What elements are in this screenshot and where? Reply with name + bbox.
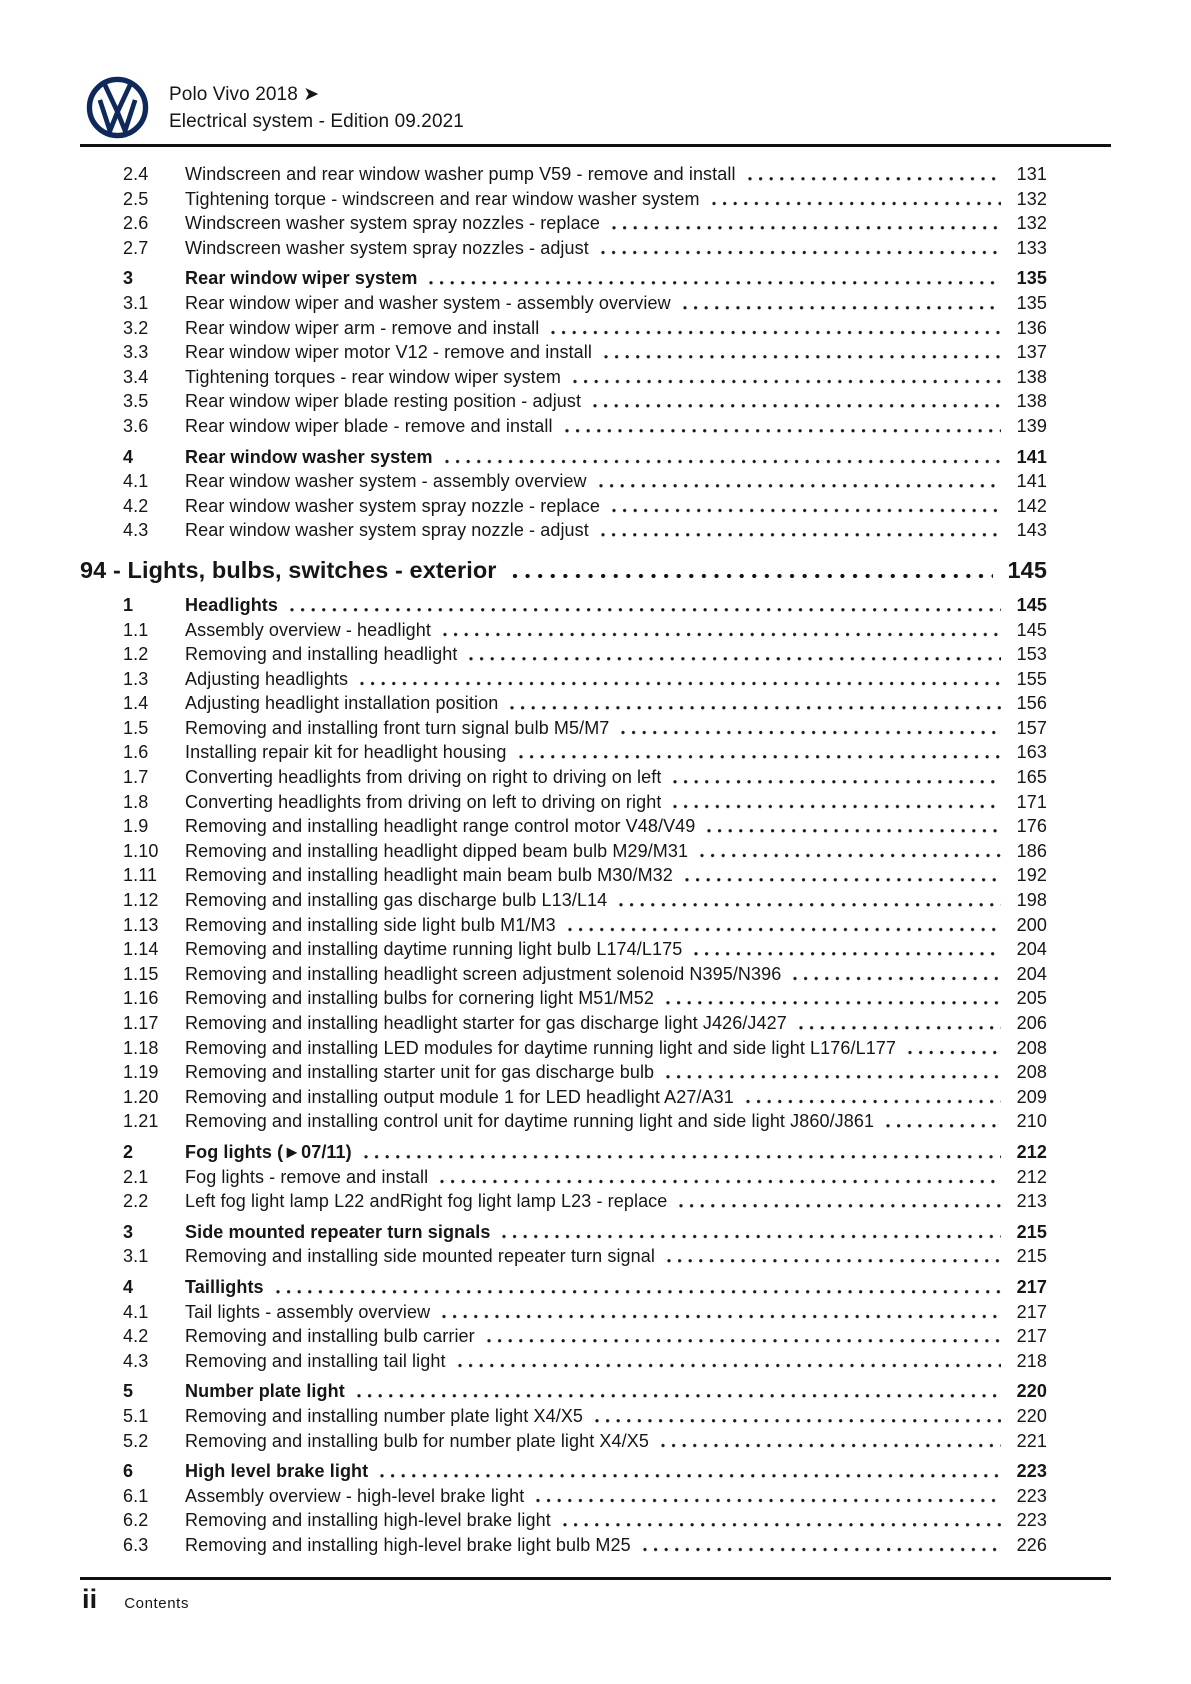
toc-entry-title: Windscreen washer system spray nozzles - replace bbox=[185, 213, 600, 234]
toc-entry-title: Removing and installing bulb for number plate light X4/X5 bbox=[185, 1430, 649, 1451]
toc-entry-page: 208 bbox=[1016, 1037, 1047, 1058]
toc-entry-number: 1.14 bbox=[123, 939, 159, 960]
dot-leader bbox=[499, 1220, 1001, 1245]
toc-entry-number: 1.1 bbox=[123, 619, 149, 640]
toc-entry-page: 226 bbox=[1016, 1534, 1047, 1555]
dot-leader bbox=[426, 266, 1001, 291]
toc-entry-row bbox=[80, 1324, 1111, 1349]
dot-leader bbox=[609, 494, 1001, 519]
toc-entry-number: 4.3 bbox=[123, 1350, 149, 1371]
toc-entry-number: 4 bbox=[123, 446, 134, 467]
toc-entry-number: 3.4 bbox=[123, 366, 149, 387]
toc-entry-title: Removing and installing number plate light X4/X5 bbox=[185, 1405, 584, 1426]
toc-entry-row bbox=[80, 414, 1111, 439]
dot-leader bbox=[596, 469, 1001, 494]
toc-entry-title: Tightening torques - rear window wiper system bbox=[185, 366, 561, 387]
toc-entry-number: 1.18 bbox=[123, 1037, 159, 1058]
toc-entry-page: 138 bbox=[1016, 391, 1047, 412]
toc-entry-number: 1.11 bbox=[123, 865, 158, 886]
toc-entry-page: 186 bbox=[1016, 840, 1047, 861]
dot-leader bbox=[562, 414, 1001, 439]
toc-entry-row bbox=[80, 642, 1111, 667]
toc-entry-title: Removing and installing headlight main beam bulb M30/M32 bbox=[185, 865, 673, 886]
toc-entry-number: 3 bbox=[123, 1221, 134, 1242]
dot-leader bbox=[357, 667, 1001, 692]
toc-entry-number: 1.4 bbox=[123, 693, 149, 714]
dot-leader bbox=[509, 554, 993, 587]
toc-entry-number: 2.2 bbox=[123, 1191, 149, 1212]
toc-entry-title: Headlights bbox=[185, 594, 279, 615]
toc-entry-page: 215 bbox=[1016, 1221, 1047, 1242]
toc-entry-row bbox=[80, 740, 1111, 765]
toc-entry-page: 141 bbox=[1016, 471, 1047, 492]
toc-entry-page: 220 bbox=[1016, 1405, 1047, 1426]
toc-entry-number: 4.1 bbox=[123, 1301, 149, 1322]
toc-entry-row bbox=[80, 1275, 1111, 1300]
toc-entry-number: 3.3 bbox=[123, 342, 149, 363]
toc-entry-page: 132 bbox=[1016, 213, 1047, 234]
toc-entry-page: 142 bbox=[1016, 495, 1047, 516]
toc-entry-number: 1.6 bbox=[123, 742, 149, 763]
toc-entry-title: Converting headlights from driving on left to driving on right bbox=[185, 791, 662, 812]
toc-entry-row bbox=[80, 469, 1111, 494]
toc-entry-page: 208 bbox=[1016, 1062, 1047, 1083]
footer-divider bbox=[80, 1577, 1111, 1581]
toc-entry-title: Windscreen washer system spray nozzles - adjust bbox=[185, 237, 589, 258]
toc-entry-title: Rear window washer system - assembly overview bbox=[185, 471, 587, 492]
toc-entry-page: 215 bbox=[1016, 1246, 1047, 1267]
toc-entry-row bbox=[80, 913, 1111, 938]
toc-entry-title: Removing and installing bulb carrier bbox=[185, 1326, 475, 1347]
toc-entry-page: 176 bbox=[1016, 816, 1047, 837]
toc-entry-row bbox=[80, 962, 1111, 987]
toc-entry-row bbox=[80, 716, 1111, 741]
toc-entry-title: Fog lights (►07/11) bbox=[185, 1141, 352, 1162]
toc-entry-number: 4.2 bbox=[123, 495, 149, 516]
toc-entry-row bbox=[80, 937, 1111, 962]
toc-entry-title: Rear window washer system spray nozzle - adjust bbox=[185, 520, 589, 541]
dot-leader bbox=[709, 187, 1001, 212]
toc-entry-page: 217 bbox=[1016, 1276, 1047, 1297]
footer-section-label: Contents bbox=[124, 1595, 190, 1612]
toc-entry-title: Tail lights - assembly overview bbox=[185, 1301, 431, 1322]
toc-entry-page: 138 bbox=[1016, 366, 1047, 387]
toc-entry-row bbox=[80, 1140, 1111, 1165]
dot-leader bbox=[704, 814, 1001, 839]
toc-entry-page: 145 bbox=[1016, 594, 1047, 615]
toc-entry-row bbox=[80, 266, 1111, 291]
dot-leader bbox=[664, 1244, 1001, 1269]
dot-leader bbox=[507, 691, 1001, 716]
dot-leader bbox=[618, 716, 1001, 741]
toc-entry-row bbox=[80, 316, 1111, 341]
toc-entry-page: 155 bbox=[1016, 668, 1047, 689]
toc-entry-title: Removing and installing side mounted repeater turn signal bbox=[185, 1246, 655, 1267]
toc-entry-page: 132 bbox=[1016, 188, 1047, 209]
toc-entry-page: 171 bbox=[1016, 791, 1047, 812]
dot-leader bbox=[570, 365, 1001, 390]
toc-entry-row bbox=[80, 765, 1111, 790]
toc-entry-page: 135 bbox=[1016, 292, 1047, 313]
toc-entry-number: 1 bbox=[123, 594, 134, 615]
toc-entry-row bbox=[80, 187, 1111, 212]
toc-entry-number: 1.20 bbox=[123, 1086, 159, 1107]
toc-entry-page: 136 bbox=[1016, 317, 1047, 338]
dot-leader bbox=[560, 1508, 1001, 1533]
dot-leader bbox=[640, 1533, 1001, 1558]
toc-entry-title: Rear window washer system bbox=[185, 446, 433, 467]
dot-leader bbox=[609, 211, 1001, 236]
toc-entry-page: 145 bbox=[1007, 556, 1047, 583]
toc-entry-row bbox=[80, 494, 1111, 519]
toc-entry-row bbox=[80, 691, 1111, 716]
vw-logo-icon bbox=[86, 76, 149, 139]
toc-entry-row bbox=[80, 291, 1111, 316]
toc-entry-number: 1.5 bbox=[123, 717, 149, 738]
dot-leader bbox=[616, 888, 1001, 913]
toc-chapter-row bbox=[80, 554, 1111, 587]
toc-entry-number: 5.1 bbox=[123, 1405, 149, 1426]
toc-entry-number: 6.3 bbox=[123, 1534, 149, 1555]
toc-entry-title: 94 - Lights, bulbs, switches - exterior bbox=[80, 556, 497, 583]
toc-entry-page: 157 bbox=[1016, 717, 1047, 738]
toc-entry-title: Removing and installing headlight range control motor V48/V49 bbox=[185, 816, 696, 837]
toc-entry-row bbox=[80, 162, 1111, 187]
toc-entry-page: 206 bbox=[1016, 1013, 1047, 1033]
toc-entry-row bbox=[80, 365, 1111, 390]
dot-leader bbox=[439, 1300, 1001, 1325]
toc-entry-title: Fog lights - remove and install bbox=[185, 1166, 429, 1187]
toc-entry-title: Removing and installing gas discharge bulb L13/L14 bbox=[185, 890, 608, 911]
toc-entry-page: 131 bbox=[1016, 164, 1047, 184]
toc-entry-row bbox=[80, 839, 1111, 864]
toc-entry-title: Removing and installing output module 1 for LED headlight A27/A31 bbox=[185, 1086, 734, 1107]
dot-leader bbox=[440, 618, 1001, 643]
toc-entry-title: Removing and installing headlight starter for gas discharge light J426/J427 bbox=[185, 1013, 787, 1033]
toc-entry-page: 153 bbox=[1016, 644, 1047, 665]
table-of-contents bbox=[80, 162, 1111, 1557]
toc-entry-title: Removing and installing starter unit for gas discharge bulb bbox=[185, 1062, 655, 1083]
toc-entry-number: 4 bbox=[123, 1276, 134, 1297]
footer-line bbox=[80, 1584, 1111, 1614]
dot-leader bbox=[796, 1011, 1001, 1036]
toc-entry-title: Removing and installing high-level brake light bbox=[185, 1510, 551, 1531]
toc-entry-title: Removing and installing LED modules for daytime running light and side light L176/L177 bbox=[185, 1037, 897, 1058]
toc-entry-row bbox=[80, 618, 1111, 643]
toc-entry-row bbox=[80, 667, 1111, 692]
dot-leader bbox=[790, 962, 1001, 987]
toc-entry-row bbox=[80, 1011, 1111, 1036]
toc-entry-row bbox=[80, 1300, 1111, 1325]
toc-entry-title: Installing repair kit for headlight housing bbox=[185, 742, 507, 763]
header-divider bbox=[80, 144, 1111, 147]
toc-entry-number: 5.2 bbox=[123, 1430, 149, 1451]
toc-entry-title: Removing and installing side light bulb M1/M3 bbox=[185, 914, 556, 935]
toc-entry-row bbox=[80, 1036, 1111, 1061]
toc-entry-row bbox=[80, 518, 1111, 543]
toc-entry-page: 200 bbox=[1016, 914, 1047, 935]
toc-entry-title: Rear window wiper blade - remove and install bbox=[185, 415, 553, 436]
toc-entry-page: 223 bbox=[1016, 1485, 1047, 1506]
header-edition-line: Electrical system - Edition 09.2021 bbox=[169, 111, 464, 132]
toc-entry-page: 217 bbox=[1016, 1326, 1047, 1347]
toc-entry-page: 156 bbox=[1016, 693, 1047, 714]
toc-entry-title: Number plate light bbox=[185, 1381, 345, 1402]
dot-leader bbox=[354, 1379, 1001, 1404]
dot-leader bbox=[548, 316, 1001, 341]
toc-entry-number: 6.1 bbox=[123, 1485, 149, 1506]
toc-entry-page: 137 bbox=[1016, 342, 1047, 363]
dot-leader bbox=[565, 913, 1001, 938]
header-title-block bbox=[169, 76, 464, 135]
toc-entry-page: 204 bbox=[1016, 963, 1047, 984]
toc-entry-row bbox=[80, 1085, 1111, 1110]
toc-entry-page: 223 bbox=[1016, 1510, 1047, 1531]
dot-leader bbox=[676, 1189, 1001, 1214]
toc-entry-title: Rear window wiper arm - remove and install bbox=[185, 317, 540, 338]
dot-leader bbox=[533, 1484, 1001, 1509]
dot-leader bbox=[598, 518, 1001, 543]
toc-entry-row bbox=[80, 1244, 1111, 1269]
toc-entry-row bbox=[80, 1349, 1111, 1374]
dot-leader bbox=[377, 1459, 1001, 1484]
toc-entry-page: 139 bbox=[1016, 415, 1047, 436]
toc-entry-row bbox=[80, 1189, 1111, 1214]
dot-leader bbox=[590, 389, 1001, 414]
toc-entry-page: 223 bbox=[1016, 1461, 1047, 1482]
toc-entry-page: 143 bbox=[1016, 520, 1047, 541]
toc-entry-number: 1.12 bbox=[123, 890, 159, 911]
dot-leader bbox=[466, 642, 1001, 667]
toc-entry-page: 133 bbox=[1016, 237, 1047, 258]
toc-entry-page: 212 bbox=[1016, 1166, 1047, 1187]
toc-entry-title: Removing and installing tail light bbox=[185, 1350, 446, 1371]
page-number-roman: ii bbox=[82, 1584, 98, 1614]
dot-leader bbox=[592, 1404, 1001, 1429]
toc-entry-title: Rear window wiper system bbox=[185, 268, 418, 289]
toc-entry-page: 210 bbox=[1016, 1111, 1047, 1132]
toc-entry-number: 4.3 bbox=[123, 520, 149, 541]
toc-entry-number: 3.6 bbox=[123, 415, 149, 436]
toc-entry-title: Rear window washer system spray nozzle - replace bbox=[185, 495, 600, 516]
toc-entry-row bbox=[80, 211, 1111, 236]
toc-entry-number: 1.9 bbox=[123, 816, 149, 837]
toc-entry-number: 3.2 bbox=[123, 317, 149, 338]
toc-entry-number: 1.17 bbox=[123, 1013, 159, 1033]
dot-leader bbox=[361, 1140, 1001, 1165]
toc-entry-page: 204 bbox=[1016, 939, 1047, 960]
toc-entry-row bbox=[80, 1533, 1111, 1558]
toc-entry-page: 135 bbox=[1016, 268, 1047, 289]
toc-entry-number: 6 bbox=[123, 1461, 134, 1482]
toc-entry-row bbox=[80, 888, 1111, 913]
toc-entry-number: 1.16 bbox=[123, 988, 159, 1009]
toc-entry-number: 1.2 bbox=[123, 644, 149, 665]
toc-entry-row bbox=[80, 236, 1111, 261]
toc-entry-row bbox=[80, 986, 1111, 1011]
toc-entry-number: 6.2 bbox=[123, 1510, 149, 1531]
toc-entry-row bbox=[80, 863, 1111, 888]
dot-leader bbox=[745, 162, 1001, 187]
dot-leader bbox=[905, 1036, 1001, 1061]
dot-leader bbox=[287, 593, 1001, 618]
toc-entry-number: 2.5 bbox=[123, 188, 149, 209]
toc-entry-row bbox=[80, 790, 1111, 815]
toc-entry-title: Removing and installing bulbs for cornering light M51/M52 bbox=[185, 988, 654, 1009]
toc-entry-number: 2.6 bbox=[123, 213, 149, 234]
toc-entry-page: 213 bbox=[1016, 1191, 1047, 1212]
dot-leader bbox=[691, 937, 1001, 962]
toc-entry-number: 5 bbox=[123, 1381, 134, 1402]
toc-entry-page: 221 bbox=[1016, 1430, 1047, 1451]
toc-entry-title: Removing and installing headlight screen adjustment solenoid N395/N396 bbox=[185, 963, 782, 984]
dot-leader bbox=[663, 986, 1001, 1011]
toc-entry-number: 1.7 bbox=[123, 767, 149, 788]
toc-entry-page: 163 bbox=[1016, 742, 1047, 763]
dot-leader bbox=[598, 236, 1001, 261]
toc-entry-page: 212 bbox=[1016, 1141, 1047, 1162]
toc-entry-row bbox=[80, 340, 1111, 365]
dot-leader bbox=[273, 1275, 1001, 1300]
header-model-line: Polo Vivo 2018 ➤ bbox=[169, 84, 320, 105]
toc-entry-row bbox=[80, 1508, 1111, 1533]
dot-leader bbox=[663, 1060, 1001, 1085]
toc-entry-title: Rear window wiper motor V12 - remove and install bbox=[185, 342, 592, 363]
dot-leader bbox=[455, 1349, 1001, 1374]
toc-entry-title: High level brake light bbox=[185, 1461, 369, 1482]
toc-entry-page: 209 bbox=[1016, 1086, 1047, 1107]
toc-entry-number: 1.13 bbox=[123, 914, 159, 935]
toc-entry-title: Adjusting headlight installation position bbox=[185, 693, 499, 714]
toc-entry-number: 2.4 bbox=[123, 164, 149, 184]
toc-entry-page: 165 bbox=[1016, 767, 1047, 788]
toc-entry-page: 141 bbox=[1016, 446, 1047, 467]
toc-entry-title: Removing and installing front turn signal bulb M5/M7 bbox=[185, 717, 610, 738]
dot-leader bbox=[442, 445, 1001, 470]
dot-leader bbox=[670, 765, 1001, 790]
dot-leader bbox=[484, 1324, 1001, 1349]
toc-entry-title: Assembly overview - high-level brake light bbox=[185, 1485, 525, 1506]
dot-leader bbox=[658, 1429, 1001, 1454]
dot-leader bbox=[883, 1109, 1001, 1134]
toc-entry-number: 2.1 bbox=[123, 1166, 149, 1187]
dot-leader bbox=[670, 790, 1001, 815]
toc-entry-row bbox=[80, 445, 1111, 470]
toc-entry-page: 145 bbox=[1016, 619, 1047, 640]
toc-entry-row bbox=[80, 1109, 1111, 1134]
toc-entry-number: 3.1 bbox=[123, 1246, 149, 1267]
toc-entry-page: 220 bbox=[1016, 1381, 1047, 1402]
toc-entry-number: 4.2 bbox=[123, 1326, 149, 1347]
toc-entry-title: Removing and installing headlight bbox=[185, 644, 458, 665]
toc-entry-number: 2 bbox=[123, 1141, 134, 1162]
toc-entry-title: Removing and installing high-level brake light bulb M25 bbox=[185, 1534, 631, 1555]
page-header bbox=[80, 76, 1111, 139]
toc-entry-number: 2.7 bbox=[123, 237, 149, 258]
toc-entry-number: 3 bbox=[123, 268, 134, 289]
dot-leader bbox=[516, 740, 1002, 765]
toc-entry-title: Assembly overview - headlight bbox=[185, 619, 432, 640]
toc-entry-number: 1.3 bbox=[123, 668, 149, 689]
toc-entry-page: 205 bbox=[1016, 988, 1047, 1009]
toc-entry-row bbox=[80, 1459, 1111, 1484]
toc-entry-row bbox=[80, 1404, 1111, 1429]
toc-entry-title: Adjusting headlights bbox=[185, 668, 349, 689]
toc-entry-number: 1.10 bbox=[123, 840, 159, 861]
toc-entry-title: Left fog light lamp L22 andRight fog light lamp L23 - replace bbox=[185, 1191, 668, 1212]
toc-entry-page: 192 bbox=[1016, 865, 1047, 886]
toc-entry-title: Tightening torque - windscreen and rear window washer system bbox=[185, 188, 700, 209]
toc-entry-number: 4.1 bbox=[123, 471, 149, 492]
toc-entry-row bbox=[80, 1379, 1111, 1404]
toc-entry-title: Removing and installing headlight dipped beam bulb M29/M31 bbox=[185, 840, 689, 861]
page-footer bbox=[80, 1577, 1111, 1615]
toc-entry-row bbox=[80, 1165, 1111, 1190]
toc-entry-page: 198 bbox=[1016, 890, 1047, 911]
toc-entry-row bbox=[80, 389, 1111, 414]
toc-entry-number: 1.21 bbox=[123, 1111, 159, 1132]
toc-entry-number: 3.1 bbox=[123, 292, 149, 313]
toc-entry-number: 1.8 bbox=[123, 791, 149, 812]
dot-leader bbox=[601, 340, 1001, 365]
toc-entry-title: Windscreen and rear window washer pump V59 - remove and install bbox=[185, 164, 736, 184]
toc-entry-title: Converting headlights from driving on right to driving on left bbox=[185, 767, 662, 788]
toc-entry-page: 217 bbox=[1016, 1301, 1047, 1322]
toc-entry-title: Taillights bbox=[185, 1276, 264, 1297]
toc-entry-title: Side mounted repeater turn signals bbox=[185, 1221, 491, 1242]
dot-leader bbox=[697, 839, 1001, 864]
toc-entry-row bbox=[80, 814, 1111, 839]
toc-entry-title: Rear window wiper and washer system - assembly overview bbox=[185, 292, 671, 313]
toc-entry-title: Removing and installing daytime running light bulb L174/L175 bbox=[185, 939, 683, 960]
toc-entry-title: Removing and installing control unit for daytime running light and side light J860/J861 bbox=[185, 1111, 875, 1132]
dot-leader bbox=[680, 291, 1001, 316]
toc-entry-page: 218 bbox=[1016, 1350, 1047, 1371]
toc-entry-row bbox=[80, 1220, 1111, 1245]
toc-entry-row bbox=[80, 1060, 1111, 1085]
toc-entry-number: 1.19 bbox=[123, 1062, 159, 1083]
toc-entry-title: Rear window wiper blade resting position - adjust bbox=[185, 391, 582, 412]
dot-leader bbox=[743, 1085, 1001, 1110]
toc-entry-row bbox=[80, 1484, 1111, 1509]
toc-entry-row bbox=[80, 593, 1111, 618]
toc-entry-number: 3.5 bbox=[123, 391, 149, 412]
dot-leader bbox=[682, 863, 1001, 888]
dot-leader bbox=[437, 1165, 1001, 1190]
toc-entry-number: 1.15 bbox=[123, 963, 159, 984]
toc-entry-row bbox=[80, 1429, 1111, 1454]
